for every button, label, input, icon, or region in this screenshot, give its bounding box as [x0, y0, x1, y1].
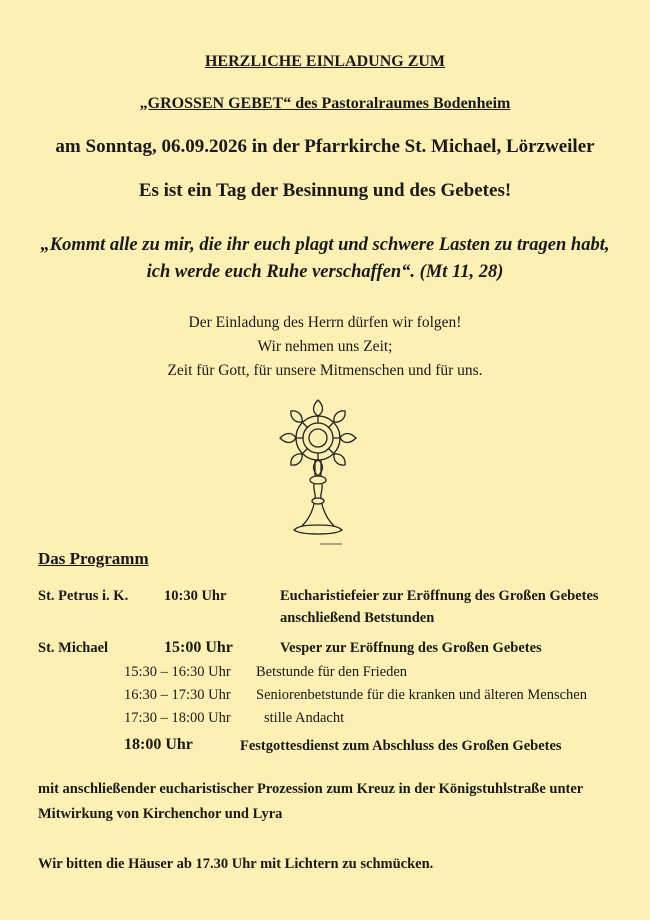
invitation-line-2: Wir nehmen uns Zeit; [257, 338, 393, 355]
invitation-text [0, 311, 650, 383]
day-motto: Es ist ein Tag der Besinnung und des Gebetes! [138, 180, 512, 201]
invitation-line-3: Zeit für Gott, für unsere Mitmenschen und für uns. [167, 362, 483, 379]
final-desc: Festgottesdienst zum Abschluss des Großen Gebetes [240, 738, 562, 754]
slot-3-time: 17:30 – 18:00 Uhr [124, 710, 231, 726]
michael-place: St. Michael [38, 640, 109, 656]
monstrance-icon [278, 398, 358, 546]
petrus-time: 10:30 Uhr [164, 588, 227, 604]
petrus-desc-1: Eucharistiefeier zur Eröffnung des Großen Gebetes [280, 588, 599, 604]
slot-2-desc: Seniorenbetstunde für die kranken und älteren Menschen [256, 687, 587, 703]
petrus-place: St. Petrus i. K. [38, 588, 129, 604]
procession-line-1: mit anschließender eucharistischer Prozession zum Kreuz in der Königstuhlstraße unter [38, 781, 584, 797]
quote-line-1: „Kommt alle zu mir, die ihr euch plagt und schwere Lasten zu tragen habt, [40, 235, 610, 255]
final-time: 18:00 Uhr [124, 736, 193, 753]
pastoral-area: des Pastoralraumes Bodenheim [291, 95, 511, 112]
michael-time: 15:00 Uhr [164, 639, 233, 656]
slot-1-desc: Betstunde für den Frieden [256, 664, 408, 680]
lights-request: Wir bitten die Häuser ab 17.30 Uhr mit Lichtern zu schmücken. [38, 856, 434, 872]
event-subtitle [0, 95, 650, 113]
date-location-line: am Sonntag, 06.09.2026 in der Pfarrkirche St. Michael, Lörzweiler [55, 136, 595, 157]
slot-2-time: 16:30 – 17:30 Uhr [124, 687, 231, 703]
quote-line-2: ich werde euch Ruhe verschaffen“. (Mt 11, 28) [146, 262, 504, 282]
bible-quote [0, 232, 650, 286]
slot-3-desc: stille Andacht [264, 710, 345, 726]
event-name: „GROSSEN GEBET“ [139, 95, 292, 112]
michael-desc: Vesper zur Eröffnung des Großen Gebetes [280, 640, 542, 656]
program-heading: Das Programm [38, 549, 149, 568]
slot-1-time: 15:30 – 16:30 Uhr [124, 664, 231, 680]
invitation-line-1: Der Einladung des Herrn dürfen wir folgen! [188, 314, 462, 331]
procession-line-2: Mitwirkung von Kirchenchor und Lyra [38, 806, 283, 822]
petrus-desc-2: anschließend Betstunden [280, 610, 435, 626]
page-title: HERZLICHE EINLADUNG ZUM [204, 53, 446, 70]
